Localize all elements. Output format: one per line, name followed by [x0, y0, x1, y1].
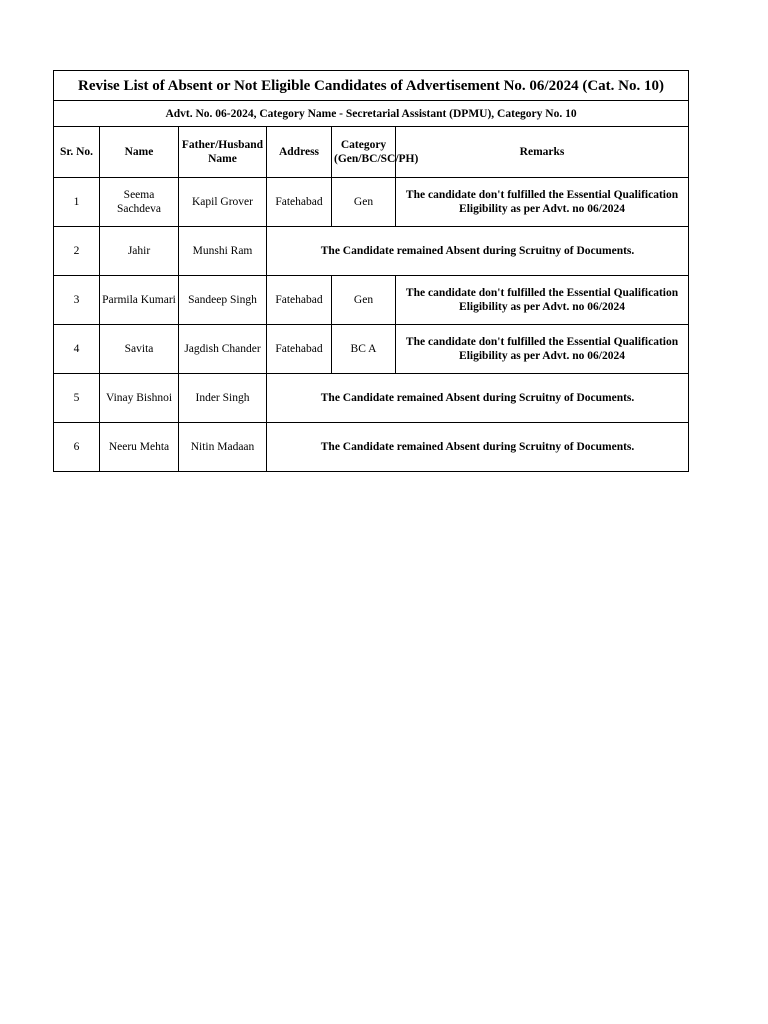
- header-father-husband: Father/Husband Name: [179, 127, 267, 178]
- cell-category: BC A: [332, 325, 396, 374]
- cell-name: Jahir: [100, 227, 179, 276]
- cell-father-husband: Kapil Grover: [179, 178, 267, 227]
- table-row: [54, 423, 689, 472]
- cell-sr-no: 4: [54, 325, 100, 374]
- cell-name: Parmila Kumari: [100, 276, 179, 325]
- header-sr-no: Sr. No.: [54, 127, 100, 178]
- table-row: [54, 276, 689, 325]
- header-category: Category (Gen/BC/SC/PH): [332, 127, 396, 178]
- cell-sr-no: 5: [54, 374, 100, 423]
- cell-father-husband: Jagdish Chander: [179, 325, 267, 374]
- header-address: Address: [267, 127, 332, 178]
- cell-father-husband: Sandeep Singh: [179, 276, 267, 325]
- table-row: [54, 178, 689, 227]
- cell-remarks: The candidate don't fulfilled the Essential Qualification Eligibility as per Advt. no 06/2024: [396, 325, 689, 374]
- cell-father-husband: Inder Singh: [179, 374, 267, 423]
- header-name: Name: [100, 127, 179, 178]
- cell-remarks: The candidate don't fulfilled the Essential Qualification Eligibility as per Advt. no 06/2024: [396, 178, 689, 227]
- cell-name: Vinay Bishnoi: [100, 374, 179, 423]
- cell-remarks: The Candidate remained Absent during Scruitny of Documents.: [267, 227, 689, 276]
- cell-category: Gen: [332, 276, 396, 325]
- cell-remarks: The candidate don't fulfilled the Essential Qualification Eligibility as per Advt. no 06/2024: [396, 276, 689, 325]
- cell-name: Neeru Mehta: [100, 423, 179, 472]
- document-sheet: [53, 70, 688, 472]
- header-row: [54, 127, 689, 178]
- cell-remarks: The Candidate remained Absent during Scruitny of Documents.: [267, 374, 689, 423]
- cell-name: Seema Sachdeva: [100, 178, 179, 227]
- cell-father-husband: Munshi Ram: [179, 227, 267, 276]
- cell-address: Fatehabad: [267, 276, 332, 325]
- document-subtitle: Advt. No. 06-2024, Category Name - Secretarial Assistant (DPMU), Category No. 10: [54, 101, 689, 127]
- cell-sr-no: 3: [54, 276, 100, 325]
- candidates-table: [53, 70, 689, 472]
- cell-father-husband: Nitin Madaan: [179, 423, 267, 472]
- header-remarks: Remarks: [396, 127, 689, 178]
- cell-remarks: The Candidate remained Absent during Scruitny of Documents.: [267, 423, 689, 472]
- table-row: [54, 374, 689, 423]
- cell-address: Fatehabad: [267, 325, 332, 374]
- cell-category: Gen: [332, 178, 396, 227]
- cell-sr-no: 6: [54, 423, 100, 472]
- cell-sr-no: 2: [54, 227, 100, 276]
- cell-address: Fatehabad: [267, 178, 332, 227]
- document-title: Revise List of Absent or Not Eligible Candidates of Advertisement No. 06/2024 (Cat. No. 10): [54, 71, 689, 101]
- table-row: [54, 325, 689, 374]
- cell-sr-no: 1: [54, 178, 100, 227]
- table-row: [54, 227, 689, 276]
- cell-name: Savita: [100, 325, 179, 374]
